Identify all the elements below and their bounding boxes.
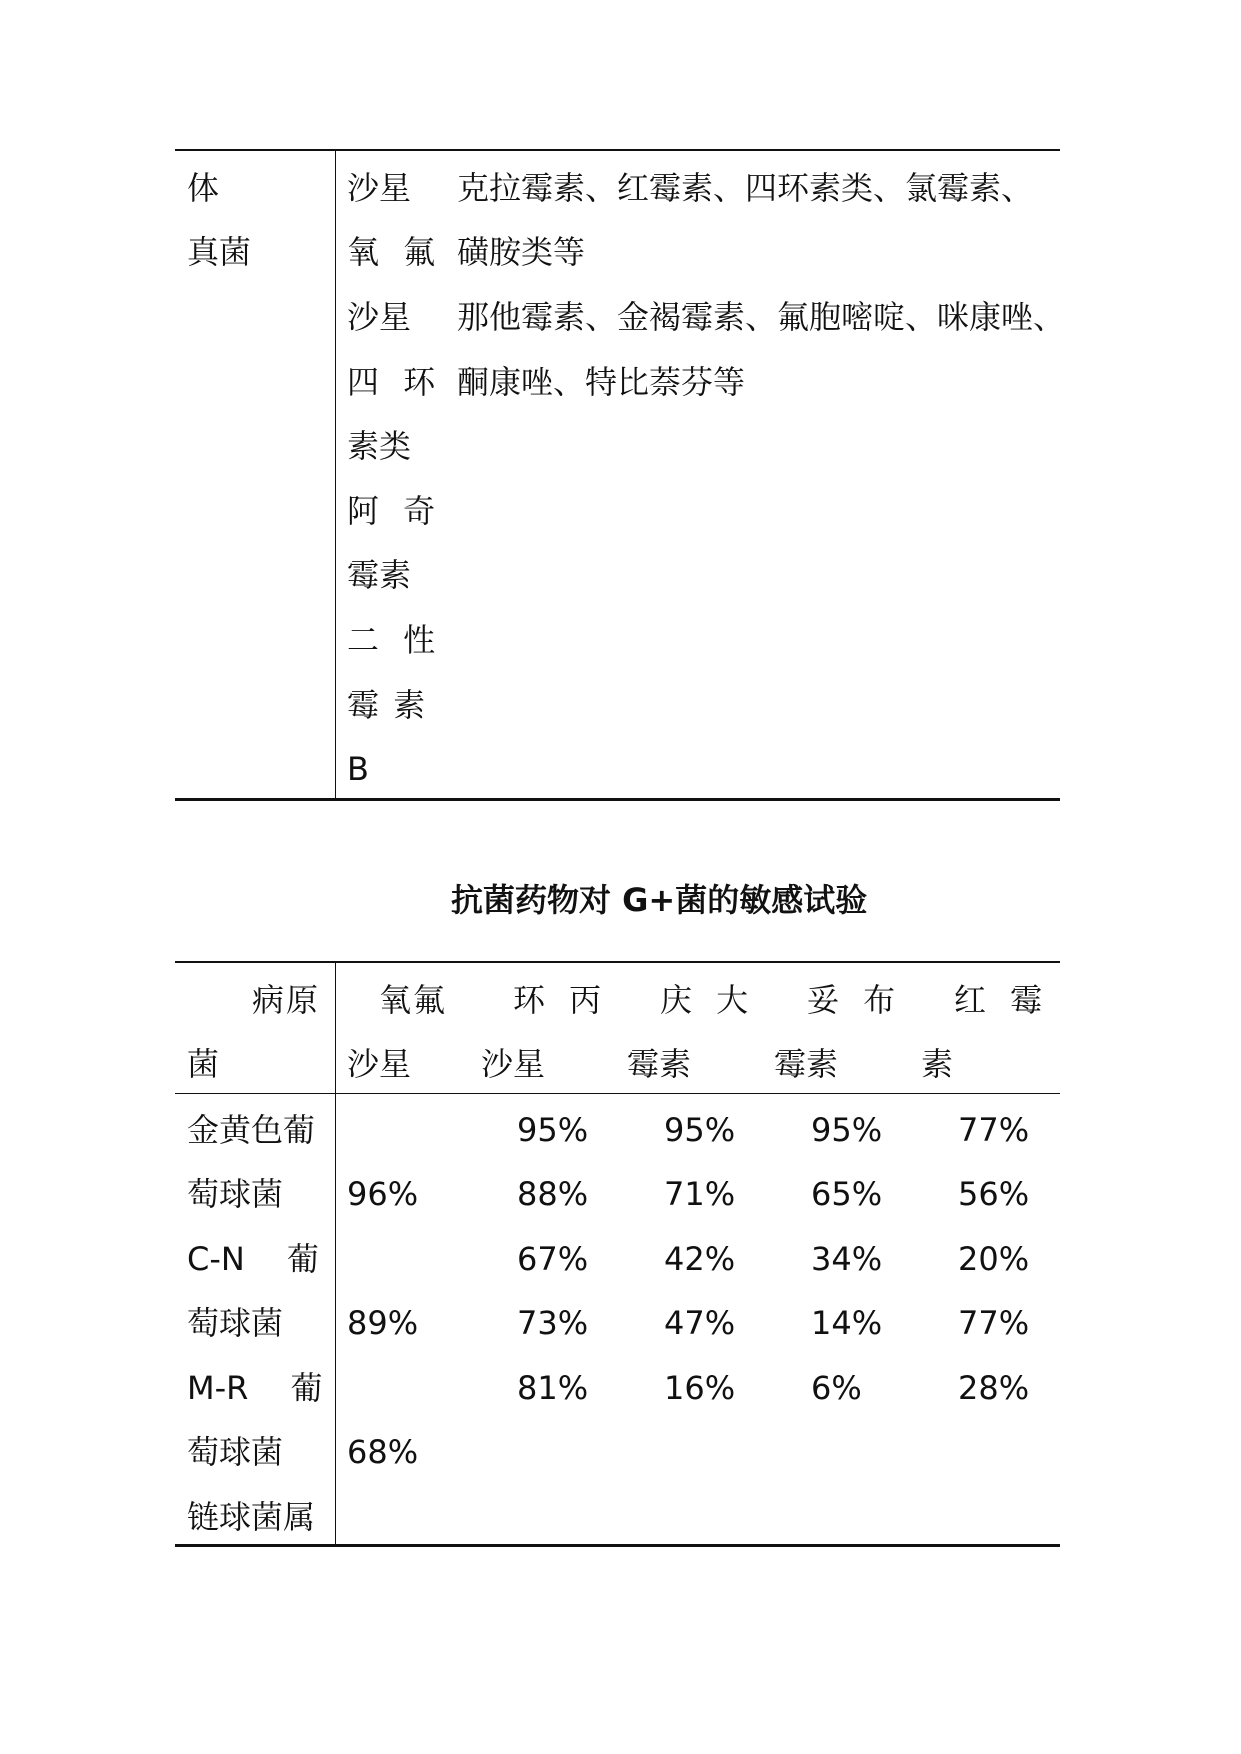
table-1-column-divider [335, 149, 336, 800]
row-label: C-N 葡 [187, 1240, 320, 1278]
header-ofloxacin-label-cont: 沙星 [347, 1045, 412, 1083]
cell-value: 68% [347, 1433, 419, 1471]
cell-value: 20% [958, 1240, 1030, 1278]
header-ofloxacin-label: 氧氟 [379, 981, 448, 1019]
cell-value: 47% [664, 1304, 736, 1342]
cell-value: 56% [958, 1175, 1030, 1213]
header-ciprofloxacin-label: 环 丙 [513, 981, 602, 1019]
table-1-bottom-rule [175, 798, 1060, 801]
table-1-col3-line: 酮康唑、特比萘芬等 [457, 363, 746, 401]
header-tobramycin-label: 妥 布 [807, 981, 896, 1019]
cell-value: 6% [811, 1369, 862, 1407]
table-1-col2-line: 沙星 [347, 169, 412, 207]
row-label: 萄球菌 [187, 1433, 284, 1471]
table-1-col1-line: 真菌 [187, 233, 252, 271]
cell-value: 34% [811, 1240, 883, 1278]
table-1-col2-line: 沙星 [347, 298, 412, 336]
cell-value: 65% [811, 1175, 883, 1213]
row-label: 链球菌属 [187, 1498, 316, 1536]
table-1-col2-line: 氧 氟 [347, 233, 436, 271]
header-erythromycin-label: 红 霉 [954, 981, 1043, 1019]
cell-value: 95% [811, 1111, 883, 1149]
cell-value: 89% [347, 1304, 419, 1342]
table-2-title: 抗菌药物对 G+菌的敏感试验 [451, 881, 868, 919]
table-1-col2-line: B [347, 750, 369, 788]
row-label: 萄球菌 [187, 1304, 284, 1342]
table-1-col3-line: 磺胺类等 [457, 233, 586, 271]
table-2-header-rule [175, 1093, 1060, 1094]
cell-value: 16% [664, 1369, 736, 1407]
table-1-col3-line: 那他霉素、金褐霉素、氟胞嘧啶、咪康唑、 [457, 298, 1066, 336]
cell-value: 71% [664, 1175, 736, 1213]
header-ciprofloxacin-label-cont: 沙星 [481, 1045, 546, 1083]
cell-value: 73% [517, 1304, 589, 1342]
header-pathogen-label: 病原 [252, 981, 321, 1019]
table-1-col2-line: 霉 素 [347, 686, 426, 724]
cell-value: 88% [517, 1175, 589, 1213]
table-2-bottom-rule [175, 1544, 1060, 1547]
cell-value: 96% [347, 1175, 419, 1213]
table-2-column-divider [335, 961, 336, 1546]
table-1-col1-line: 体 [187, 169, 220, 207]
table-1-col3-line: 克拉霉素、红霉素、四环素类、氯霉素、 [457, 169, 1034, 207]
header-erythromycin-label-cont: 素 [921, 1045, 954, 1083]
table-1-col2-line: 二 性 [347, 621, 436, 659]
cell-value: 67% [517, 1240, 589, 1278]
row-label: M-R 葡 [187, 1369, 323, 1407]
cell-value: 95% [664, 1111, 736, 1149]
table-1-col2-line: 霉素 [347, 556, 412, 594]
cell-value: 81% [517, 1369, 589, 1407]
cell-value: 95% [517, 1111, 589, 1149]
table-1-top-rule [175, 149, 1060, 151]
cell-value: 77% [958, 1111, 1030, 1149]
cell-value: 42% [664, 1240, 736, 1278]
table-1-col2-line: 四 环 [347, 363, 436, 401]
cell-value: 28% [958, 1369, 1030, 1407]
cell-value: 14% [811, 1304, 883, 1342]
header-tobramycin-label-cont: 霉素 [774, 1045, 839, 1083]
table-2-top-rule [175, 961, 1060, 963]
row-label: 萄球菌 [187, 1175, 284, 1213]
header-gentamicin-label-cont: 霉素 [627, 1045, 692, 1083]
row-label: 金黄色葡 [187, 1111, 316, 1149]
table-1-col2-line: 阿 奇 [347, 492, 436, 530]
header-gentamicin-label: 庆 大 [660, 981, 749, 1019]
cell-value: 77% [958, 1304, 1030, 1342]
header-pathogen-label-cont: 菌 [187, 1045, 220, 1083]
table-1-col2-line: 素类 [347, 427, 412, 465]
